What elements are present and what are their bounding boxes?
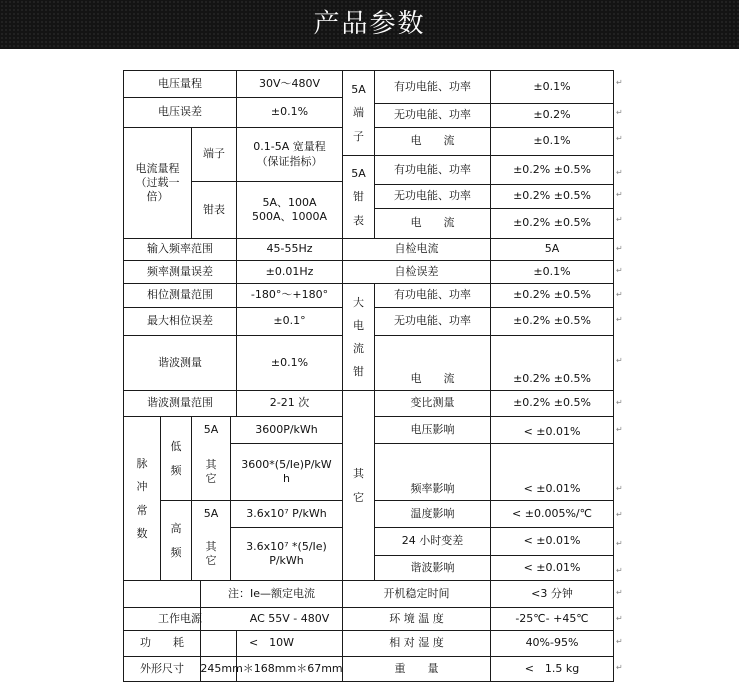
cell-text: 钳 — [353, 190, 364, 204]
cell-text: 数 — [136, 526, 148, 540]
cell-text: ±0.1% — [270, 105, 309, 119]
cell-text: 工作电源 — [158, 611, 202, 625]
cell-text: 500A、1000A — [251, 210, 328, 223]
paragraph-mark-icon: ↵ — [616, 614, 623, 623]
label-dimensions — [124, 657, 200, 681]
label-pulse-constant — [124, 417, 160, 580]
label-terminal — [192, 128, 236, 181]
paragraph-mark-icon: ↵ — [616, 134, 623, 143]
cell-text: 电压误差 — [158, 105, 202, 119]
label-reactive-energy-large — [375, 308, 490, 335]
value-power-supply — [237, 608, 342, 630]
value-high-other — [231, 528, 342, 580]
value-reactive-energy-terminal — [491, 104, 613, 127]
cell-text: 5A — [203, 506, 219, 520]
cell-text: 电流量程 — [135, 161, 180, 175]
cell-text: 245mm＊168mm＊67mm — [200, 661, 343, 675]
cell-text: 频率测量误差 — [147, 264, 213, 278]
cell-text: 钳 — [353, 365, 364, 379]
cell-text: 端 — [353, 106, 364, 120]
value-active-energy-clamp — [491, 156, 613, 184]
value-weight — [491, 657, 613, 681]
cell-text: 高 — [170, 522, 182, 536]
label-active-energy-terminal — [375, 71, 490, 103]
paragraph-mark-icon: ↵ — [616, 484, 623, 493]
value-current-terminal — [491, 128, 613, 155]
cell-text: 频 — [170, 463, 182, 477]
cell-text: 5A、100A — [262, 195, 317, 209]
label-active-energy-clamp — [375, 156, 490, 184]
paragraph-mark-icon: ↵ — [616, 637, 623, 646]
label-freq-error — [124, 261, 236, 283]
cell-text: 相位测量范围 — [147, 288, 213, 302]
cell-text: 40%-95% — [525, 636, 579, 650]
cell-text: < ±0.01% — [523, 560, 581, 574]
label-harmonic-range — [124, 391, 236, 416]
paragraph-mark-icon: ↵ — [616, 244, 623, 253]
label-temperature-influence — [375, 501, 490, 527]
paragraph-mark-icon: ↵ — [616, 588, 623, 597]
label-harmonic-influence — [375, 556, 490, 580]
cell-text: 45-55Hz — [266, 242, 313, 256]
cell-text: 电压量程 — [158, 76, 202, 90]
value-phase-range — [237, 284, 342, 307]
cell-text: 频 — [170, 545, 182, 559]
value-dimensions — [201, 657, 342, 681]
group-5a-terminal — [343, 71, 374, 155]
cell-text: 表 — [353, 213, 364, 227]
label-max-phase-error — [124, 308, 236, 335]
label-ratio-measure — [375, 391, 490, 416]
label-high-5a — [192, 501, 230, 527]
paragraph-mark-icon: ↵ — [616, 510, 623, 519]
cell-text: 5A — [351, 167, 366, 181]
page-title: 产品参数 — [313, 9, 426, 39]
label-harmonic-measure — [124, 336, 236, 390]
cell-text: 电 流 — [410, 371, 455, 385]
label-self-test-error — [343, 261, 490, 283]
label-low-5a — [192, 417, 230, 443]
value-high-5a — [231, 501, 342, 527]
cell-text: 电 流 — [410, 134, 455, 148]
cell-text: ±0.2% ±0.5% — [513, 162, 591, 176]
value-input-freq-range — [237, 239, 342, 260]
cell-text: 自检电流 — [394, 242, 439, 256]
label-frequency-influence — [375, 444, 490, 500]
paragraph-mark-icon: ↵ — [616, 290, 623, 299]
cell-text: 5A — [351, 83, 366, 97]
cell-text: 端子 — [203, 147, 225, 161]
value-self-test-current — [491, 239, 613, 260]
cell-text: 功 耗 — [140, 636, 184, 650]
paragraph-mark-icon: ↵ — [616, 215, 623, 224]
group-5a-clamp — [343, 156, 374, 238]
value-harmonic-measure — [237, 336, 342, 390]
label-voltage-error — [124, 98, 236, 127]
label-current-large — [375, 336, 490, 390]
cell-text: 外形尺寸 — [140, 661, 184, 675]
label-24h-variation — [375, 528, 490, 555]
cell-text: ±0.01Hz — [265, 264, 314, 278]
cell-text: ±0.2% ±0.5% — [513, 396, 591, 410]
value-low-other — [231, 444, 342, 500]
cell-text: -25℃- +45℃ — [515, 611, 589, 625]
cell-text: ±0.1% — [533, 134, 571, 148]
label-relative-humidity — [343, 631, 490, 656]
value-low-5a — [231, 417, 342, 443]
note-ie — [201, 581, 342, 607]
value-clamp-range — [237, 182, 342, 238]
label-voltage-range — [124, 71, 236, 97]
cell-text: 注：Ie—额定电流 — [227, 586, 315, 600]
label-ambient-temp — [343, 608, 490, 630]
cell-text: ±0.2% — [533, 108, 571, 122]
value-reactive-energy-large — [491, 308, 613, 335]
label-clamp-meter — [192, 182, 236, 238]
label-current-terminal — [375, 128, 490, 155]
cell-text: 5A — [203, 422, 219, 436]
cell-text: 自检误差 — [394, 264, 439, 278]
cell-text: ±0.2% ±0.5% — [513, 216, 591, 230]
cell-text: 谐波测量范围 — [147, 396, 213, 410]
cell-text: 5A — [544, 242, 560, 256]
value-ambient-temp — [491, 608, 613, 630]
label-active-energy-large — [375, 284, 490, 307]
value-harmonic-influence — [491, 556, 613, 580]
cell-text: 24 小时变差 — [401, 534, 464, 548]
cell-text: 电 — [353, 318, 364, 332]
value-current-large — [491, 336, 613, 390]
label-warmup-time — [343, 581, 490, 607]
label-reactive-energy-terminal — [375, 104, 490, 127]
cell-text: ±0.1% — [270, 355, 309, 369]
value-power-consumption — [201, 631, 342, 656]
group-large-clamp — [343, 284, 374, 390]
cell-text: 开机稳定时间 — [383, 586, 450, 600]
cell-text: 低 — [170, 440, 182, 454]
table-rule — [613, 70, 614, 682]
cell-text: 倍） — [146, 190, 169, 204]
cell-text: （过载一 — [135, 175, 180, 189]
value-warmup-time — [491, 581, 613, 607]
value-ratio-measure — [491, 391, 613, 416]
cell-text: 它 — [205, 554, 217, 567]
cell-text: 谐波测量 — [158, 355, 202, 369]
paragraph-mark-icon: ↵ — [616, 168, 623, 177]
cell-text: <3 分钟 — [531, 586, 573, 600]
paragraph-mark-icon: ↵ — [616, 398, 623, 407]
cell-text: 频率影响 — [410, 481, 455, 495]
cell-text: 脉 — [136, 457, 148, 471]
cell-text: 无功电能、功率 — [394, 314, 471, 328]
cell-text: ±0.2% ±0.5% — [513, 288, 591, 302]
cell-text: 常 — [136, 503, 148, 517]
cell-text: 其 — [205, 539, 217, 553]
value-terminal-range — [237, 128, 342, 181]
cell-text: 变比测量 — [410, 396, 455, 410]
cell-text: 3.6x10⁷ P/kWh — [246, 506, 327, 520]
cell-text: 环 境 温 度 — [389, 611, 444, 625]
cell-text: 最大相位误差 — [147, 314, 213, 328]
cell-text: P/kWh — [269, 554, 304, 567]
cell-text: ±0.2% ±0.5% — [513, 371, 591, 385]
cell-text: < ±0.005%/℃ — [512, 506, 592, 520]
label-weight — [343, 657, 490, 681]
cell-text: ±0.1% — [533, 264, 571, 278]
value-reactive-energy-clamp — [491, 185, 613, 208]
paragraph-mark-icon: ↵ — [616, 108, 623, 117]
cell-text: ±0.2% ±0.5% — [513, 314, 591, 328]
cell-text: 电 流 — [410, 216, 455, 230]
cell-text: 3600*(5/Ie)P/kW — [241, 457, 332, 471]
paragraph-mark-icon: ↵ — [616, 663, 623, 672]
label-self-test-current — [343, 239, 490, 260]
value-temperature-influence — [491, 501, 613, 527]
paragraph-mark-icon: ↵ — [616, 190, 623, 199]
value-current-clamp — [491, 209, 613, 238]
cell-text: 相 对 湿 度 — [389, 636, 444, 650]
cell-text: 输入频率范围 — [147, 242, 213, 256]
label-high-freq — [161, 501, 191, 580]
label-power-consumption — [124, 631, 200, 656]
value-max-phase-error — [237, 308, 342, 335]
cell-text: 无功电能、功率 — [394, 108, 471, 122]
paragraph-mark-icon: ↵ — [616, 539, 623, 548]
paragraph-mark-icon: ↵ — [616, 425, 623, 434]
value-harmonic-range — [237, 391, 342, 416]
paragraph-mark-icon: ↵ — [616, 266, 623, 275]
cell-text: 大 — [353, 295, 364, 309]
paragraph-mark-icon: ↵ — [616, 78, 623, 87]
value-relative-humidity — [491, 631, 613, 656]
cell-text: 其 — [205, 457, 217, 471]
cell-text: 0.1-5A 宽量程 — [253, 140, 326, 154]
cell-text: h — [283, 472, 290, 485]
value-self-test-error — [491, 261, 613, 283]
label-low-other — [192, 444, 230, 500]
cell-text: 有功电能、功率 — [394, 162, 471, 176]
cell-text: 有功电能、功率 — [394, 288, 471, 302]
value-active-energy-large — [491, 284, 613, 307]
paragraph-mark-icon: ↵ — [616, 315, 623, 324]
label-input-freq-range — [124, 239, 236, 260]
value-voltage-influence — [491, 417, 613, 443]
paragraph-mark-icon: ↵ — [616, 566, 623, 575]
group-other — [343, 391, 374, 580]
cell-text: AC 55V - 480V — [249, 611, 330, 625]
value-frequency-influence — [491, 444, 613, 500]
cell-text: （保证指标） — [256, 154, 323, 168]
value-active-energy-terminal — [491, 71, 613, 103]
cell-text: 它 — [205, 472, 217, 485]
cell-text: 无功电能、功率 — [394, 189, 471, 203]
label-reactive-energy-clamp — [375, 185, 490, 208]
cell-text: 3.6x10⁷ *(5/Ie) — [246, 539, 327, 553]
label-phase-range — [124, 284, 236, 307]
cell-text: ±0.1% — [533, 79, 571, 93]
value-voltage-range — [237, 71, 342, 97]
cell-text: 其 — [353, 467, 364, 481]
label-current-clamp — [375, 209, 490, 238]
cell-text: < 1.5 kg — [524, 661, 580, 675]
cell-text: 谐波影响 — [410, 560, 455, 574]
label-current-range — [124, 128, 191, 238]
label-high-other — [192, 528, 230, 580]
table-rule — [123, 681, 614, 682]
cell-text: 冲 — [136, 480, 148, 494]
cell-text: 2-21 次 — [269, 396, 310, 410]
cell-text: 子 — [353, 129, 364, 143]
label-voltage-influence — [375, 417, 490, 443]
value-24h-variation — [491, 528, 613, 555]
paragraph-mark-icon: ↵ — [616, 356, 623, 365]
cell-text: < ±0.01% — [523, 424, 581, 438]
cell-text: 30V～480V — [258, 76, 321, 90]
cell-text: 钳表 — [203, 202, 225, 216]
value-freq-error — [237, 261, 342, 283]
label-power-supply — [124, 608, 236, 630]
cell-text: 它 — [353, 490, 364, 504]
label-low-freq — [161, 417, 191, 500]
cell-text: -180°～+180° — [250, 288, 329, 302]
cell-text: < 10W — [248, 636, 295, 650]
cell-text: 流 — [353, 342, 364, 355]
cell-text: 温度影响 — [410, 506, 455, 520]
cell-text: 重 量 — [394, 661, 439, 675]
cell-text: ±0.2% ±0.5% — [513, 189, 591, 203]
cell-text: ±0.1° — [273, 314, 306, 328]
cell-text: 3600P/kWh — [255, 422, 318, 436]
cell-text: < ±0.01% — [523, 481, 581, 495]
value-voltage-error — [237, 98, 342, 127]
cell-text: < ±0.01% — [523, 534, 581, 548]
cell-text: 有功电能、功率 — [394, 79, 471, 93]
cell-text: 电压影响 — [410, 422, 455, 436]
